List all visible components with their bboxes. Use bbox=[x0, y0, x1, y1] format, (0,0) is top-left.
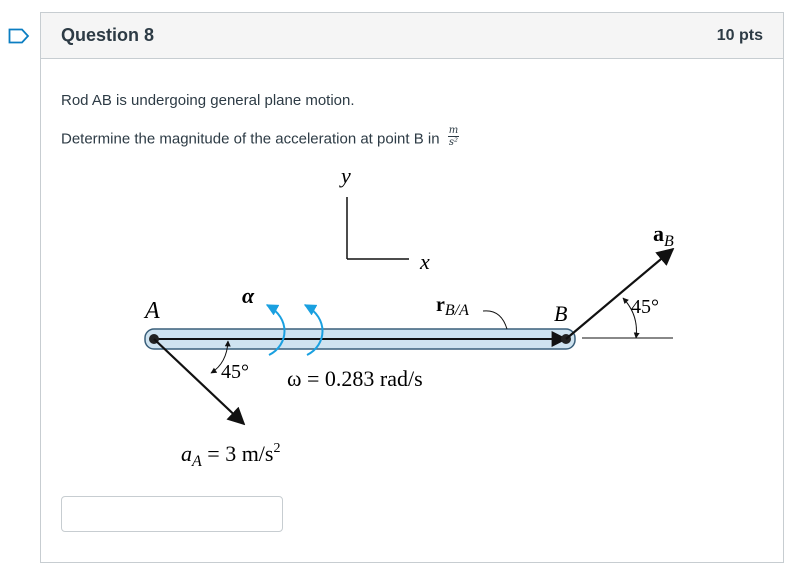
alpha-label: α bbox=[242, 283, 255, 308]
r-ba-subscript: B/A bbox=[444, 302, 469, 319]
aA-value: = 3 m/s bbox=[201, 441, 274, 466]
rod-diagram bbox=[41, 13, 783, 562]
aA-main: a bbox=[181, 441, 192, 466]
y-axis-label: y bbox=[341, 163, 351, 188]
angle-b-label: 45° bbox=[631, 296, 659, 318]
answer-input[interactable] bbox=[61, 496, 283, 532]
label-point-b: B bbox=[554, 301, 568, 326]
bookmark-flag-icon[interactable] bbox=[8, 28, 30, 44]
label-point-a: A bbox=[145, 298, 160, 324]
x-axis-label: x bbox=[420, 249, 430, 274]
acceleration-b-label bbox=[653, 221, 674, 250]
r-ba-main: r bbox=[436, 294, 445, 316]
r-ba-label bbox=[436, 294, 469, 319]
omega-value: ω = 0.283 rad/s bbox=[287, 366, 423, 391]
unit-denominator: s² bbox=[448, 137, 459, 148]
question-card bbox=[40, 12, 784, 563]
question-text-line2-text: Determine the magnitude of the acceleration at point B in bbox=[61, 130, 440, 148]
aB-main: a bbox=[653, 221, 664, 246]
acceleration-b-arrow bbox=[566, 249, 673, 339]
aA-superscript: 2 bbox=[273, 441, 281, 456]
rod-ab bbox=[145, 329, 575, 349]
question-text-line1: Rod AB is undergoing general plane motion. bbox=[61, 92, 355, 109]
question-points: 10 pts bbox=[716, 27, 763, 44]
unit-numerator: m bbox=[448, 125, 459, 136]
acceleration-a-label bbox=[181, 441, 280, 470]
question-title: Question 8 bbox=[61, 25, 155, 45]
aB-subscript: B bbox=[664, 233, 674, 250]
r-ba-leader-line bbox=[483, 311, 507, 329]
aA-subscript: A bbox=[192, 453, 202, 470]
angle-a-label: 45° bbox=[221, 361, 249, 383]
coordinate-axes bbox=[339, 163, 430, 274]
